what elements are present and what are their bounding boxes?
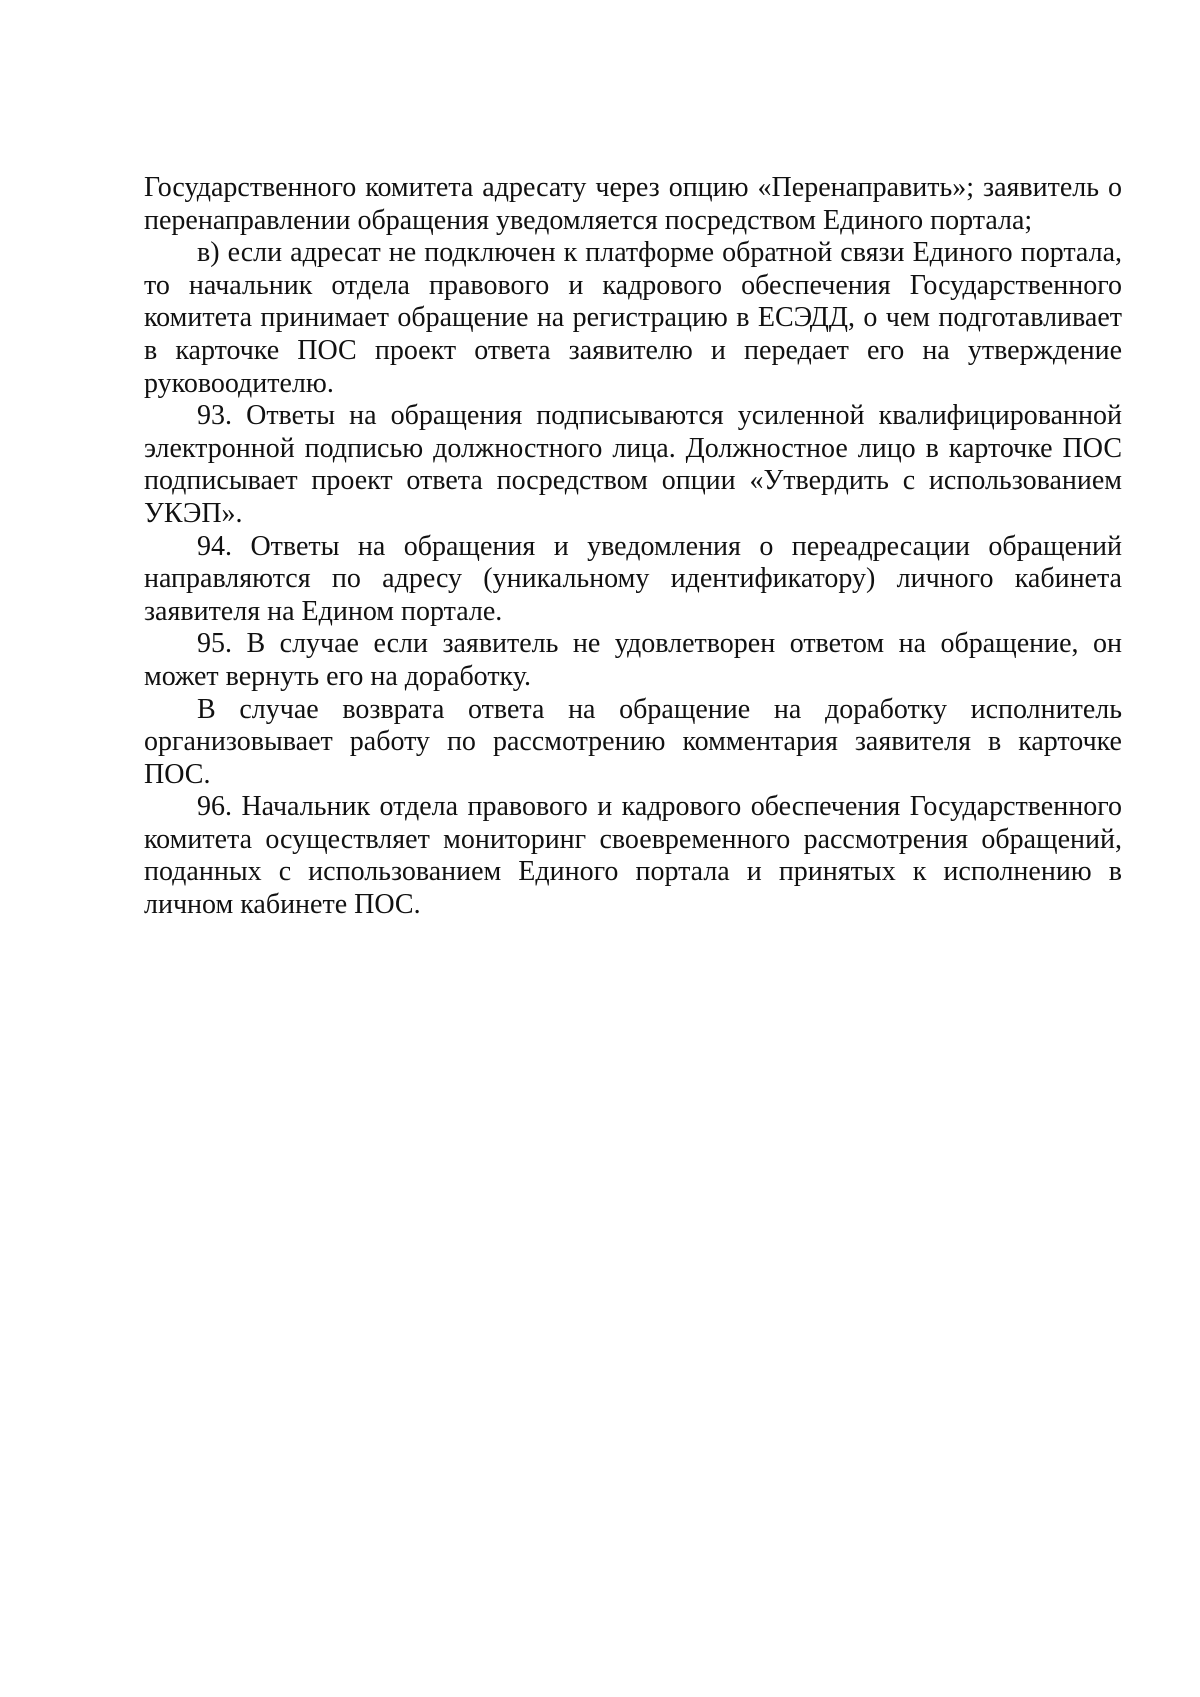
paragraph-95: 95. В случае если заявитель не удовлетворен ответом на обращение, он может вернуть его на доработку.: [144, 628, 1122, 692]
paragraph-continuation: Государственного комитета адресату через опцию «Перенаправить»; заявитель о перенаправлении обращения уведомляется посредством Единого портала;: [144, 172, 1122, 236]
paragraph-96: 96. Начальник отдела правового и кадрового обеспечения Государственного комитета осуществляет мониторинг своевременного рассмотрения обращений, поданных с использованием Единого портала и принятых к исполнению в личном кабинете ПОС.: [144, 791, 1122, 921]
paragraph-95-return: В случае возврата ответа на обращение на доработку исполнитель организовывает работу по рассмотрению комментария заявителя в карточке ПОС.: [144, 693, 1122, 790]
paragraph-94: 94. Ответы на обращения и уведомления о переадресации обращений направляются по адресу (уникальному идентификатору) личного кабинета заявителя на Едином портале.: [144, 530, 1122, 627]
paragraph-subitem-v: в) если адресат не подключен к платформе обратной связи Единого портала, то начальник отдела правового и кадрового обеспечения Государственного комитета принимает обращение на регистрацию в ЕСЭДД, о чем подготавливает в карточке ПОС проект ответа заявителю и передает его на утверждение руковоодителю.: [144, 237, 1122, 399]
document-body: [144, 172, 1122, 922]
paragraph-93: 93. Ответы на обращения подписываются усиленной квалифицированной электронной подписью должностного лица. Должностное лицо в карточке ПОС подписывает проект ответа посредством опции «Утвердить с использованием УКЭП».: [144, 400, 1122, 529]
